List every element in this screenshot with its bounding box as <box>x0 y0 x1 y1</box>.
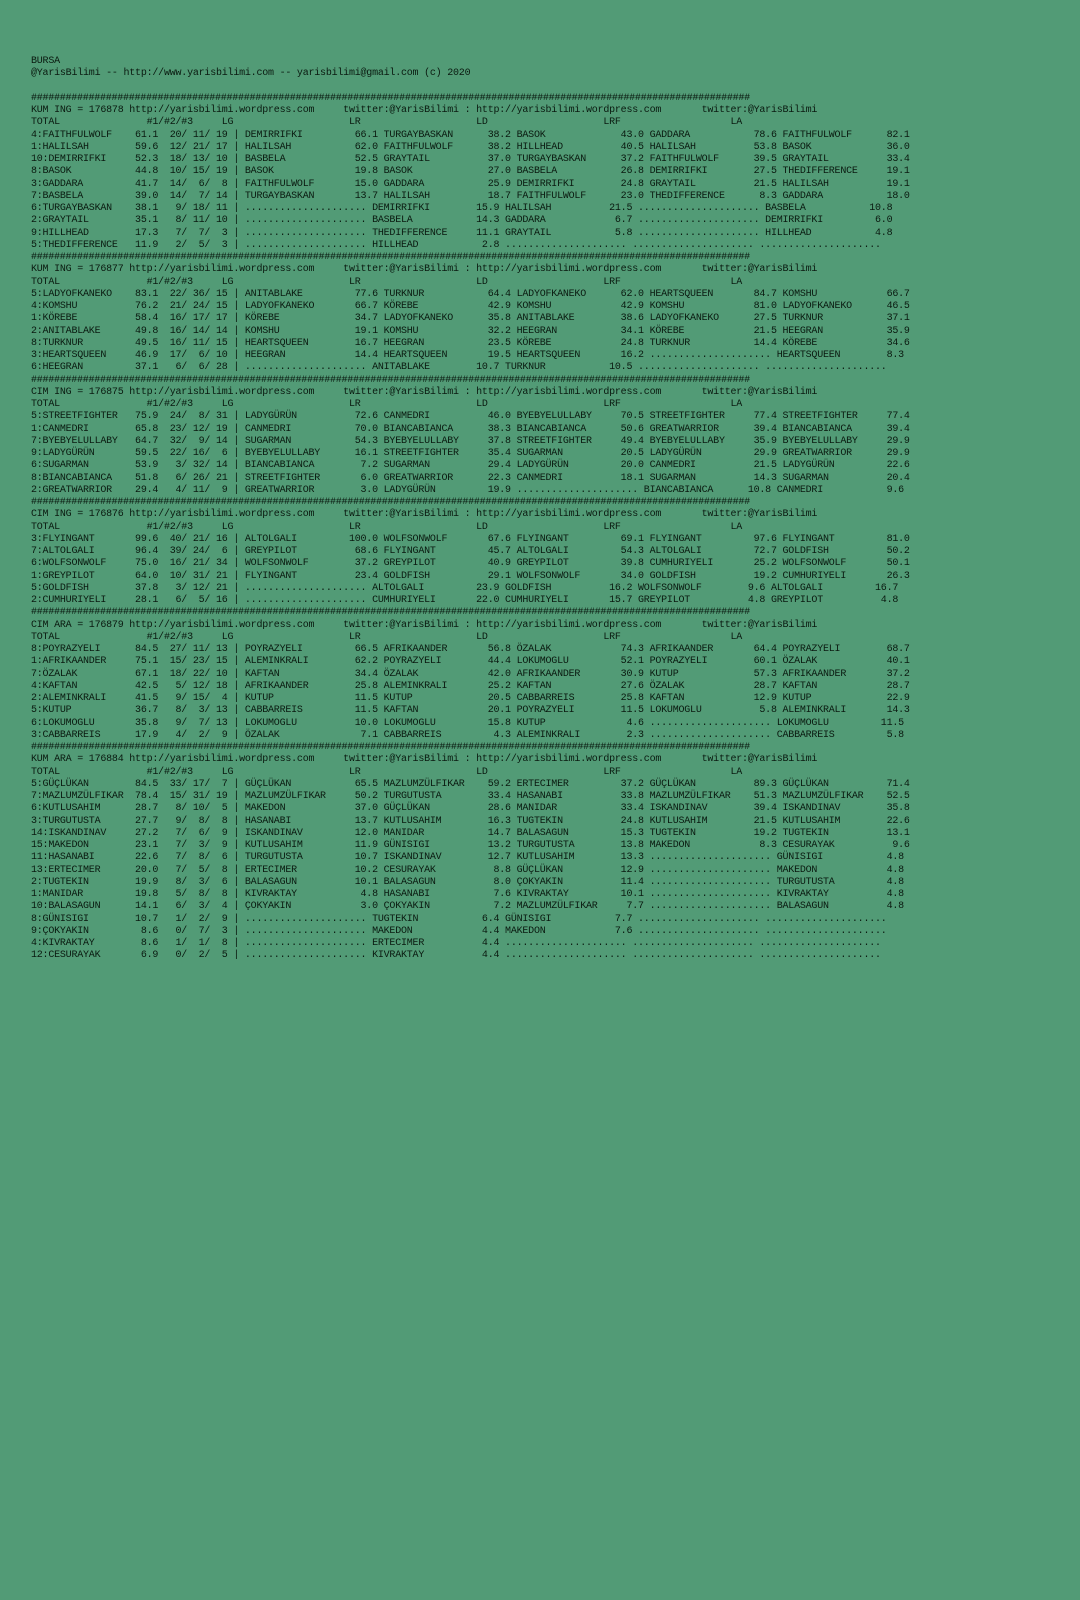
table-row: 6:SUGARMAN 53.9 3/ 32/ 14 | BIANCABIANCA 7.2 SUGARMAN 29.4 LADYGÜRÜN 20.0 CANMEDRI 21.5 LADYGÜRÜN 22.6 <box>31 460 910 472</box>
table-row: 14:ISKANDINAV 27.2 7/ 6/ 9 | ISKANDINAV 12.0 MANIDAR 14.7 BALASAGUN 15.3 TUGTEKIN 19.2 TUGTEKIN 13.1 <box>31 827 910 839</box>
table-row: 9:ÇOKYAKIN 8.6 0/ 7/ 3 | ..................... MAKEDON 4.4 MAKEDON 7.6 ..................... ..................... <box>31 925 887 937</box>
table-row: 1:HALILSAH 59.6 12/ 21/ 17 | HALILSAH 62.0 FAITHFULWOLF 38.2 HILLHEAD 40.5 HALILSAH 53.8 BASOK 36.0 <box>31 141 910 153</box>
race-title: KUM ING = 176878 http://yarisbilimi.wordpress.com twitter:@YarisBilimi : http://yarisbilimi.wordpress.com twitter:@YarisBilimi <box>31 105 818 116</box>
credit-line: @YarisBilimi -- http://www.yarisbilimi.com -- yarisbilimi@gmail.com (c) 2020 <box>31 68 471 80</box>
separator-line: ############################################################################################################################# <box>31 92 750 104</box>
race-title: KUM ARA = 176884 http://yarisbilimi.wordpress.com twitter:@YarisBilimi : http://yarisbilimi.wordpress.com twitter:@YarisBilimi <box>31 754 818 766</box>
table-row: 7:ÖZALAK 67.1 18/ 22/ 10 | KAFTAN 34.4 ÖZALAK 42.0 AFRIKAANDER 30.9 KUTUP 57.3 AFRIKAANDER 37.2 <box>31 668 910 680</box>
table-row: 6:TURGAYBASKAN 38.1 9/ 18/ 11 | ..................... DEMIRRIFKI 15.9 HALILSAH 21.5 ..................... BASBELA 10.8 <box>31 203 893 214</box>
table-row: 12:CESURAYAK 6.9 0/ 2/ 5 | ..................... KIVRAKTAY 4.4 ..................... ..................... ..................... <box>31 950 881 962</box>
table-row: 6:HEEGRAN 37.1 6/ 6/ 28 | ..................... ANITABLAKE 10.7 TURKNUR 10.5 ..................... ..................... <box>31 362 887 374</box>
table-row: 7:BYEBYELULLABY 64.7 32/ 9/ 14 | SUGARMAN 54.3 BYEBYELULLABY 37.8 STREETFIGHTER 49.4 BYEBYELULLABY 35.9 BYEBYELULLABY 29.9 <box>31 435 910 447</box>
table-row: 2:GREATWARRIOR 29.4 4/ 11/ 9 | GREATWARRIOR 3.0 LADYGÜRÜN 19.9 ..................... BIANCABIANCA 10.8 CANMEDRI 9.6 <box>31 484 904 496</box>
table-row: 10:BALASAGUN 14.1 6/ 3/ 4 | ÇOKYAKIN 3.0 ÇOKYAKIN 7.2 MAZLUMZÜLFIKAR 7.7 ..................... BALASAGUN 4.8 <box>31 901 904 913</box>
table-row: 4:FAITHFULWOLF 61.1 20/ 11/ 19 | DEMIRRIFKI 66.1 TURGAYBASKAN 38.2 BASOK 43.0 GADDARA 78.6 FAITHFULWOLF 82.1 <box>31 129 910 141</box>
column-header: TOTAL #1/#2/#3 LG LR LD LRF LA <box>31 399 743 410</box>
column-header: TOTAL #1/#2/#3 LG LR LD LRF LA <box>31 276 743 288</box>
table-row: 8:BASOK 44.8 10/ 15/ 19 | BASOK 19.8 BASOK 27.0 BASBELA 26.8 DEMIRRIFKI 27.5 THEDIFFERENCE 19.1 <box>31 166 910 178</box>
column-header: TOTAL #1/#2/#3 LG LR LD LRF LA <box>31 521 743 533</box>
table-row: 7:BASBELA 39.0 14/ 7/ 14 | TURGAYBASKAN 13.7 HALILSAH 18.7 FAITHFULWOLF 23.0 THEDIFFERENCE 8.3 GADDARA 18.0 <box>31 190 910 202</box>
table-row: 3:TURGUTUSTA 27.7 9/ 8/ 8 | HASANABI 13.7 KUTLUSAHIM 16.3 TUGTEKIN 24.8 KUTLUSAHIM 21.5 KUTLUSAHIM 22.6 <box>31 815 910 827</box>
table-row: 4:KOMSHU 76.2 21/ 24/ 15 | LADYOFKANEKO 66.7 KÖREBE 42.9 KOMSHU 42.9 KOMSHU 81.0 LADYOFKANEKO 46.5 <box>31 301 910 312</box>
table-row: 8:GÜNISIGI 10.7 1/ 2/ 9 | ..................... TUGTEKIN 6.4 GÜNISIGI 7.7 ..................... ..................... <box>31 913 887 925</box>
race-title: CIM ARA = 176879 http://yarisbilimi.wordpress.com twitter:@YarisBilimi : http://yarisbilimi.wordpress.com twitter:@YarisBilimi <box>31 619 818 631</box>
table-row: 2:TUGTEKIN 19.9 8/ 3/ 6 | BALASAGUN 10.1 BALASAGUN 8.0 ÇOKYAKIN 11.4 ..................... TURGUTUSTA 4.8 <box>31 876 904 888</box>
table-row: 8:BIANCABIANCA 51.8 6/ 26/ 21 | STREETFIGHTER 6.0 GREATWARRIOR 22.3 CANMEDRI 18.1 SUGARMAN 14.3 SUGARMAN 20.4 <box>31 472 910 484</box>
table-row: 11:HASANABI 22.6 7/ 8/ 6 | TURGUTUSTA 10.7 ISKANDINAV 12.7 KUTLUSAHIM 13.3 ..................... GÜNISIGI 4.8 <box>31 852 904 864</box>
race-title: CIM ING = 176875 http://yarisbilimi.wordpress.com twitter:@YarisBilimi : http://yarisbilimi.wordpress.com twitter:@YarisBilimi <box>31 386 818 398</box>
blank-line <box>31 81 910 93</box>
table-row: 1:CANMEDRI 65.8 23/ 12/ 19 | CANMEDRI 70.0 BIANCABIANCA 38.3 BIANCABIANCA 50.6 GREATWARRIOR 39.4 BIANCABIANCA 39.4 <box>31 423 910 435</box>
table-row: 13:ERTECIMER 20.0 7/ 5/ 8 | ERTECIMER 10.2 CESURAYAK 8.8 GÜÇLÜKAN 12.9 ..................... MAKEDON 4.8 <box>31 864 904 876</box>
table-row: 1:MANIDAR 19.8 5/ 8/ 8 | KIVRAKTAY 4.8 HASANABI 7.6 KIVRAKTAY 10.1 ..................... KIVRAKTAY 4.8 <box>31 889 904 900</box>
column-header: TOTAL #1/#2/#3 LG LR LD LRF LA <box>31 117 743 129</box>
table-row: 2:ANITABLAKE 49.8 16/ 14/ 14 | KOMSHU 19.1 KOMSHU 32.2 HEEGRAN 34.1 KÖREBE 21.5 HEEGRAN 35.9 <box>31 325 910 337</box>
column-header: TOTAL #1/#2/#3 LG LR LD LRF LA <box>31 766 743 778</box>
separator-line: ############################################################################################################################# <box>31 742 750 753</box>
table-row: 2:CUMHURIYELI 28.1 6/ 5/ 16 | ..................... CUMHURIYELI 22.0 CUMHURIYELI 15.7 GREYPILOT 4.8 GREYPILOT 4.8 <box>31 595 899 606</box>
table-row: 5:LADYOFKANEKO 83.1 22/ 36/ 15 | ANITABLAKE 77.6 TURKNUR 64.4 LADYOFKANEKO 62.0 HEARTSQUEEN 84.7 KOMSHU 66.7 <box>31 288 910 300</box>
separator-line: ############################################################################################################################# <box>31 374 750 386</box>
table-row: 3:HEARTSQUEEN 46.9 17/ 6/ 10 | HEEGRAN 14.4 HEARTSQUEEN 19.5 HEARTSQUEEN 16.2 ..................... HEARTSQUEEN 8.3 <box>31 350 904 361</box>
table-row: 7:ALTOLGALI 96.4 39/ 24/ 6 | GREYPILOT 68.6 FLYINGANT 45.7 ALTOLGALI 54.3 ALTOLGALI 72.7 GOLDFISH 50.2 <box>31 546 910 557</box>
race-title: CIM ING = 176876 http://yarisbilimi.wordpress.com twitter:@YarisBilimi : http://yarisbilimi.wordpress.com twitter:@YarisBilimi <box>31 509 818 521</box>
table-row: 4:KAFTAN 42.5 5/ 12/ 18 | AFRIKAANDER 25.8 ALEMINKRALI 25.2 KAFTAN 27.6 ÖZALAK 28.7 KAFTAN 28.7 <box>31 680 910 692</box>
table-row: 5:STREETFIGHTER 75.9 24/ 8/ 31 | LADYGÜRÜN 72.6 CANMEDRI 46.0 BYEBYELULLABY 70.5 STREETFIGHTER 77.4 STREETFIGHTER 77.4 <box>31 411 910 423</box>
table-row: 9:LADYGÜRÜN 59.5 22/ 16/ 6 | BYEBYELULLABY 16.1 STREETFIGHTER 35.4 SUGARMAN 20.5 LADYGÜRÜN 29.9 GREATWARRIOR 29.9 <box>31 448 910 459</box>
table-row: 2:ALEMINKRALI 41.5 9/ 15/ 4 | KUTUP 11.5 KUTUP 20.5 CABBARREIS 25.8 KAFTAN 12.9 KUTUP 22.9 <box>31 693 910 704</box>
table-row: 4:KIVRAKTAY 8.6 1/ 1/ 8 | ..................... ERTECIMER 4.4 ..................... ..................... ..................... <box>31 938 881 949</box>
table-row: 5:GÜÇLÜKAN 84.5 33/ 17/ 7 | GÜÇLÜKAN 65.5 MAZLUMZÜLFIKAR 59.2 ERTECIMER 37.2 GÜÇLÜKAN 89.3 GÜÇLÜKAN 71.4 <box>31 778 910 790</box>
column-header: TOTAL #1/#2/#3 LG LR LD LRF LA <box>31 631 743 643</box>
table-row: 5:KUTUP 36.7 8/ 3/ 13 | CABBARREIS 11.5 KAFTAN 20.1 POYRAZYELI 11.5 LOKUMOGLU 5.8 ALEMINKRALI 14.3 <box>31 705 910 717</box>
table-row: 5:THEDIFFERENCE 11.9 2/ 5/ 3 | ..................... HILLHEAD 2.8 ..................... ..................... ..................... <box>31 239 881 251</box>
city-title: BURSA <box>31 56 60 67</box>
separator-line: ############################################################################################################################# <box>31 607 750 619</box>
table-row: 6:KUTLUSAHIM 28.7 8/ 10/ 5 | MAKEDON 37.0 GÜÇLÜKAN 28.6 MANIDAR 33.4 ISKANDINAV 39.4 ISKANDINAV 35.8 <box>31 803 910 815</box>
table-row: 7:MAZLUMZÜLFIKAR 78.4 15/ 31/ 19 | MAZLUMZÜLFIKAR 50.2 TURGUTUSTA 33.4 HASANABI 33.8 MAZLUMZÜLFIKAR 51.3 MAZLUMZÜLFIKAR 52.5 <box>31 791 910 802</box>
table-row: 2:GRAYTAIL 35.1 8/ 11/ 10 | ..................... BASBELA 14.3 GADDARA 6.7 ..................... DEMIRRIFKI 6.0 <box>31 215 893 227</box>
table-row: 15:MAKEDON 23.1 7/ 3/ 9 | KUTLUSAHIM 11.9 GÜNISIGI 13.2 TURGUTUSTA 13.8 MAKEDON 8.3 CESURAYAK 9.6 <box>31 840 910 851</box>
table-row: 6:WOLFSONWOLF 75.0 16/ 21/ 34 | WOLFSONWOLF 37.2 GREYPILOT 40.9 GREYPILOT 39.8 CUMHURIYELI 25.2 WOLFSONWOLF 50.1 <box>31 558 910 570</box>
table-row: 10:DEMIRRIFKI 52.3 18/ 13/ 10 | BASBELA 52.5 GRAYTAIL 37.0 TURGAYBASKAN 37.2 FAITHFULWOLF 39.5 GRAYTAIL 33.4 <box>31 154 910 165</box>
table-row: 6:LOKUMOGLU 35.8 9/ 7/ 13 | LOKUMOGLU 10.0 LOKUMOGLU 15.8 KUTUP 4.6 ..................... LOKUMOGLU 11.5 <box>31 717 904 729</box>
race-report <box>31 56 910 963</box>
table-row: 9:HILLHEAD 17.3 7/ 7/ 3 | ..................... THEDIFFERENCE 11.1 GRAYTAIL 5.8 ..................... HILLHEAD 4.8 <box>31 227 893 239</box>
table-row: 3:GADDARA 41.7 14/ 6/ 8 | FAITHFULWOLF 15.0 GADDARA 25.9 DEMIRRIFKI 24.8 GRAYTAIL 21.5 HALILSAH 19.1 <box>31 178 910 190</box>
table-row: 8:POYRAZYELI 84.5 27/ 11/ 13 | POYRAZYELI 66.5 AFRIKAANDER 56.8 ÖZALAK 74.3 AFRIKAANDER 64.4 POYRAZYELI 68.7 <box>31 644 910 655</box>
table-row: 1:KÖREBE 58.4 16/ 17/ 17 | KÖREBE 34.7 LADYOFKANEKO 35.8 ANITABLAKE 38.6 LADYOFKANEKO 27.5 TURKNUR 37.1 <box>31 313 910 325</box>
race-title: KUM ING = 176877 http://yarisbilimi.wordpress.com twitter:@YarisBilimi : http://yarisbilimi.wordpress.com twitter:@YarisBilimi <box>31 264 818 276</box>
table-row: 1:AFRIKAANDER 75.1 15/ 23/ 15 | ALEMINKRALI 62.2 POYRAZYELI 44.4 LOKUMOGLU 52.1 POYRAZYELI 60.1 ÖZALAK 40.1 <box>31 656 910 668</box>
separator-line: ############################################################################################################################# <box>31 497 750 508</box>
table-row: 1:GREYPILOT 64.0 10/ 31/ 21 | FLYINGANT 23.4 GOLDFISH 29.1 WOLFSONWOLF 34.0 GOLDFISH 19.2 CUMHURIYELI 26.3 <box>31 570 910 582</box>
separator-line: ############################################################################################################################# <box>31 252 750 263</box>
table-row: 3:FLYINGANT 99.6 40/ 21/ 16 | ALTOLGALI 100.0 WOLFSONWOLF 67.6 FLYINGANT 69.1 FLYINGANT 97.6 FLYINGANT 81.0 <box>31 533 910 545</box>
table-row: 3:CABBARREIS 17.9 4/ 2/ 9 | ÖZALAK 7.1 CABBARREIS 4.3 ALEMINKRALI 2.3 ..................... CABBARREIS 5.8 <box>31 729 904 741</box>
table-row: 5:GOLDFISH 37.8 3/ 12/ 21 | ..................... ALTOLGALI 23.9 GOLDFISH 16.2 WOLFSONWOLF 9.6 ALTOLGALI 16.7 <box>31 582 899 594</box>
table-row: 8:TURKNUR 49.5 16/ 11/ 15 | HEARTSQUEEN 16.7 HEEGRAN 23.5 KÖREBE 24.8 TURKNUR 14.4 KÖREBE 34.6 <box>31 337 910 349</box>
